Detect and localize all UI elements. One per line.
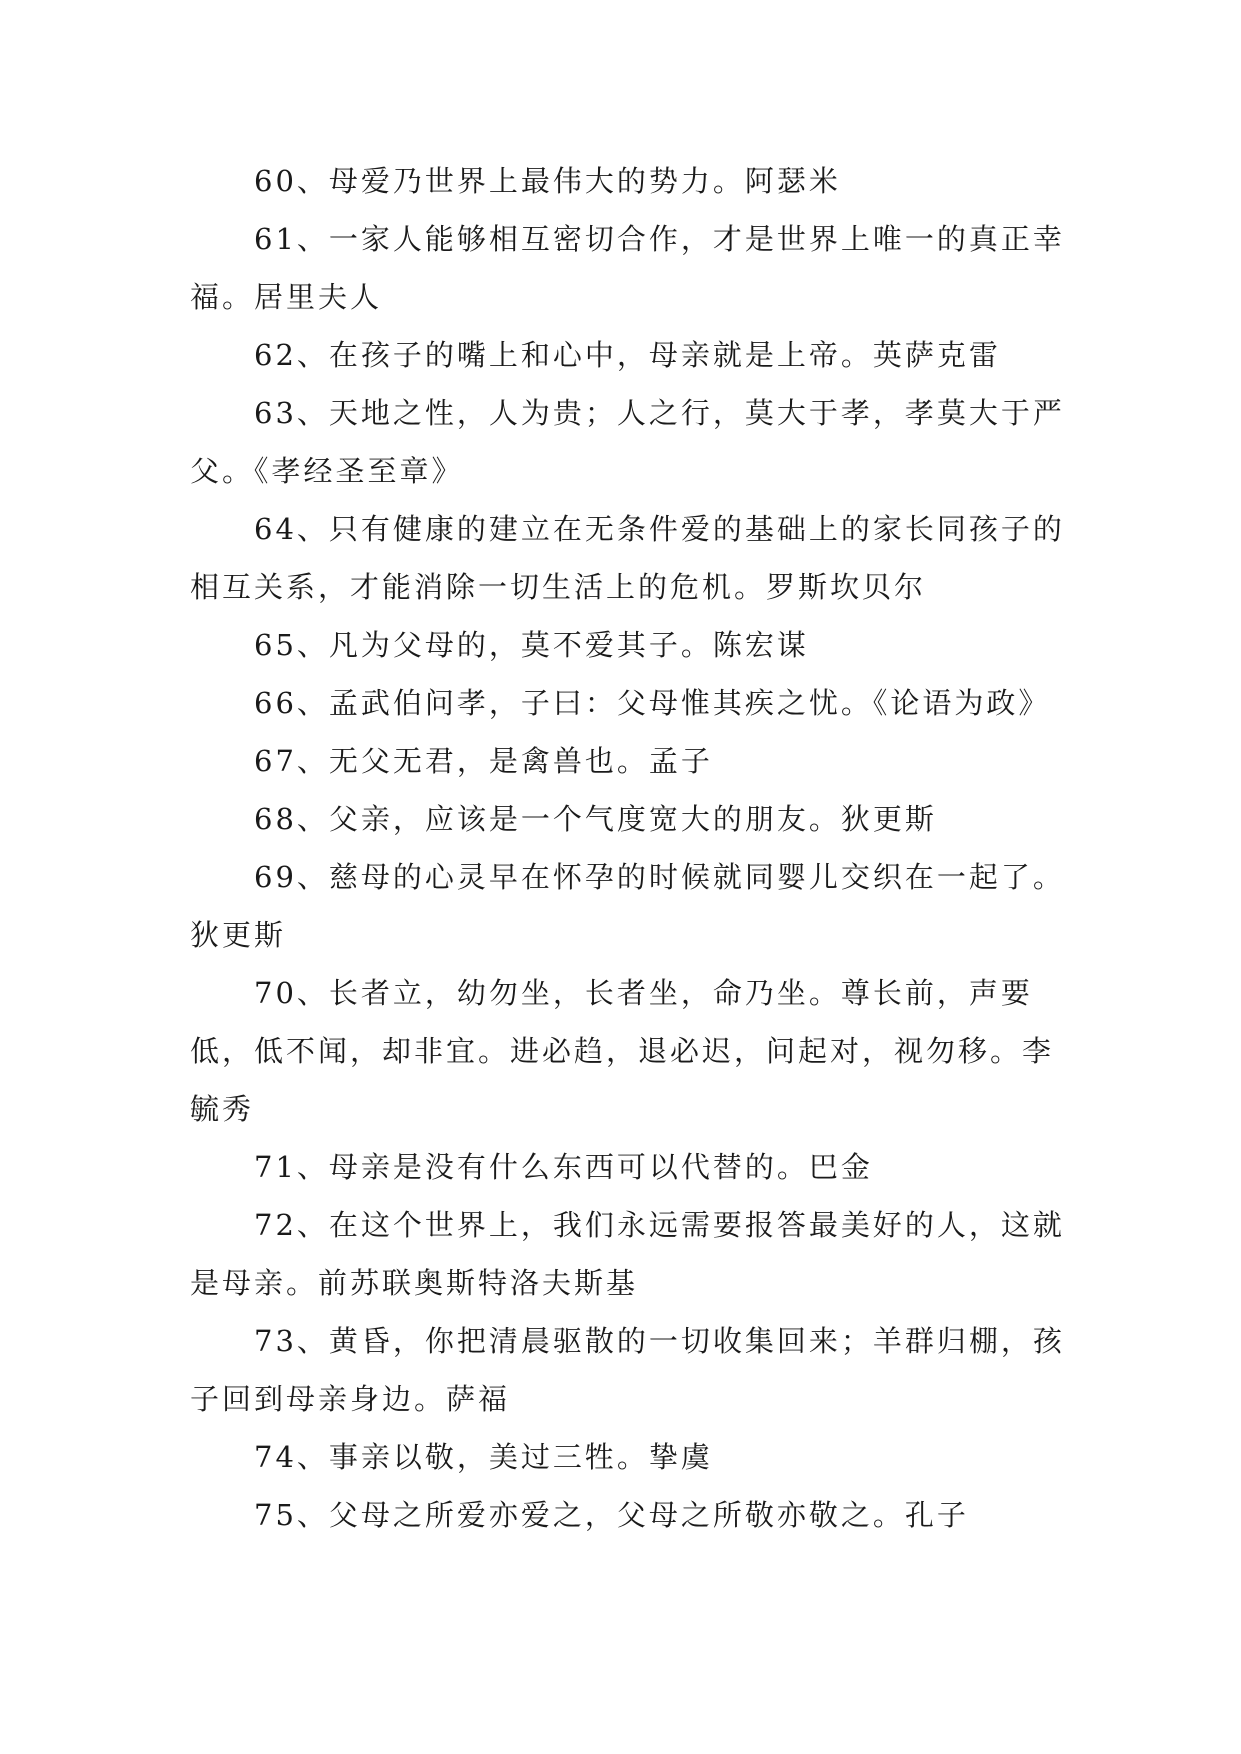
quote-paragraph-74: 74、事亲以敬，美过三牲。挚虞: [254, 1440, 713, 1474]
quote-paragraph-67: 67、无父无君，是禽兽也。孟子: [254, 744, 713, 778]
quote-paragraph-75: 75、父母之所爱亦爱之，父母之所敬亦敬之。孔子: [254, 1498, 969, 1532]
quote-paragraph-64: 64、只有健康的建立在无条件爱的基础上的家长同孩子的相互关系，才能消除一切生活上的危机。罗斯坎贝尔: [190, 512, 1065, 604]
quote-paragraph-63: 63、天地之性，人为贵；人之行，莫大于孝，孝莫大于严父。《孝经圣至章》: [190, 396, 1065, 488]
quote-paragraph-73: 73、黄昏，你把清晨驱散的一切收集回来；羊群归棚，孩子回到母亲身边。萨福: [190, 1324, 1065, 1416]
quote-paragraph-70: 70、长者立，幼勿坐，长者坐，命乃坐。尊长前，声要低，低不闻，却非宜。进必趋，退必迟，问起对，视勿移。李毓秀: [190, 976, 1055, 1126]
quote-paragraph-72: 72、在这个世界上，我们永远需要报答最美好的人，这就是母亲。前苏联奥斯特洛夫斯基: [190, 1208, 1065, 1300]
quote-paragraph-68: 68、父亲，应该是一个气度宽大的朋友。狄更斯: [254, 802, 937, 836]
quote-paragraph-61: 61、一家人能够相互密切合作，才是世界上唯一的真正幸福。居里夫人: [190, 222, 1065, 314]
quote-paragraph-69: 69、慈母的心灵早在怀孕的时候就同婴儿交织在一起了。狄更斯: [190, 860, 1065, 952]
quote-paragraph-65: 65、凡为父母的，莫不爱其子。陈宏谋: [254, 628, 809, 662]
quote-paragraph-60: 60、母爱乃世界上最伟大的势力。阿瑟米: [254, 164, 841, 198]
quote-paragraph-71: 71、母亲是没有什么东西可以代替的。巴金: [254, 1150, 873, 1184]
document-page: [190, 152, 1070, 1544]
quote-paragraph-66: 66、孟武伯问孝，子曰：父母惟其疾之忧。《论语为政》: [254, 686, 1051, 720]
quote-paragraph-62: 62、在孩子的嘴上和心中，母亲就是上帝。英萨克雷: [254, 338, 1001, 372]
